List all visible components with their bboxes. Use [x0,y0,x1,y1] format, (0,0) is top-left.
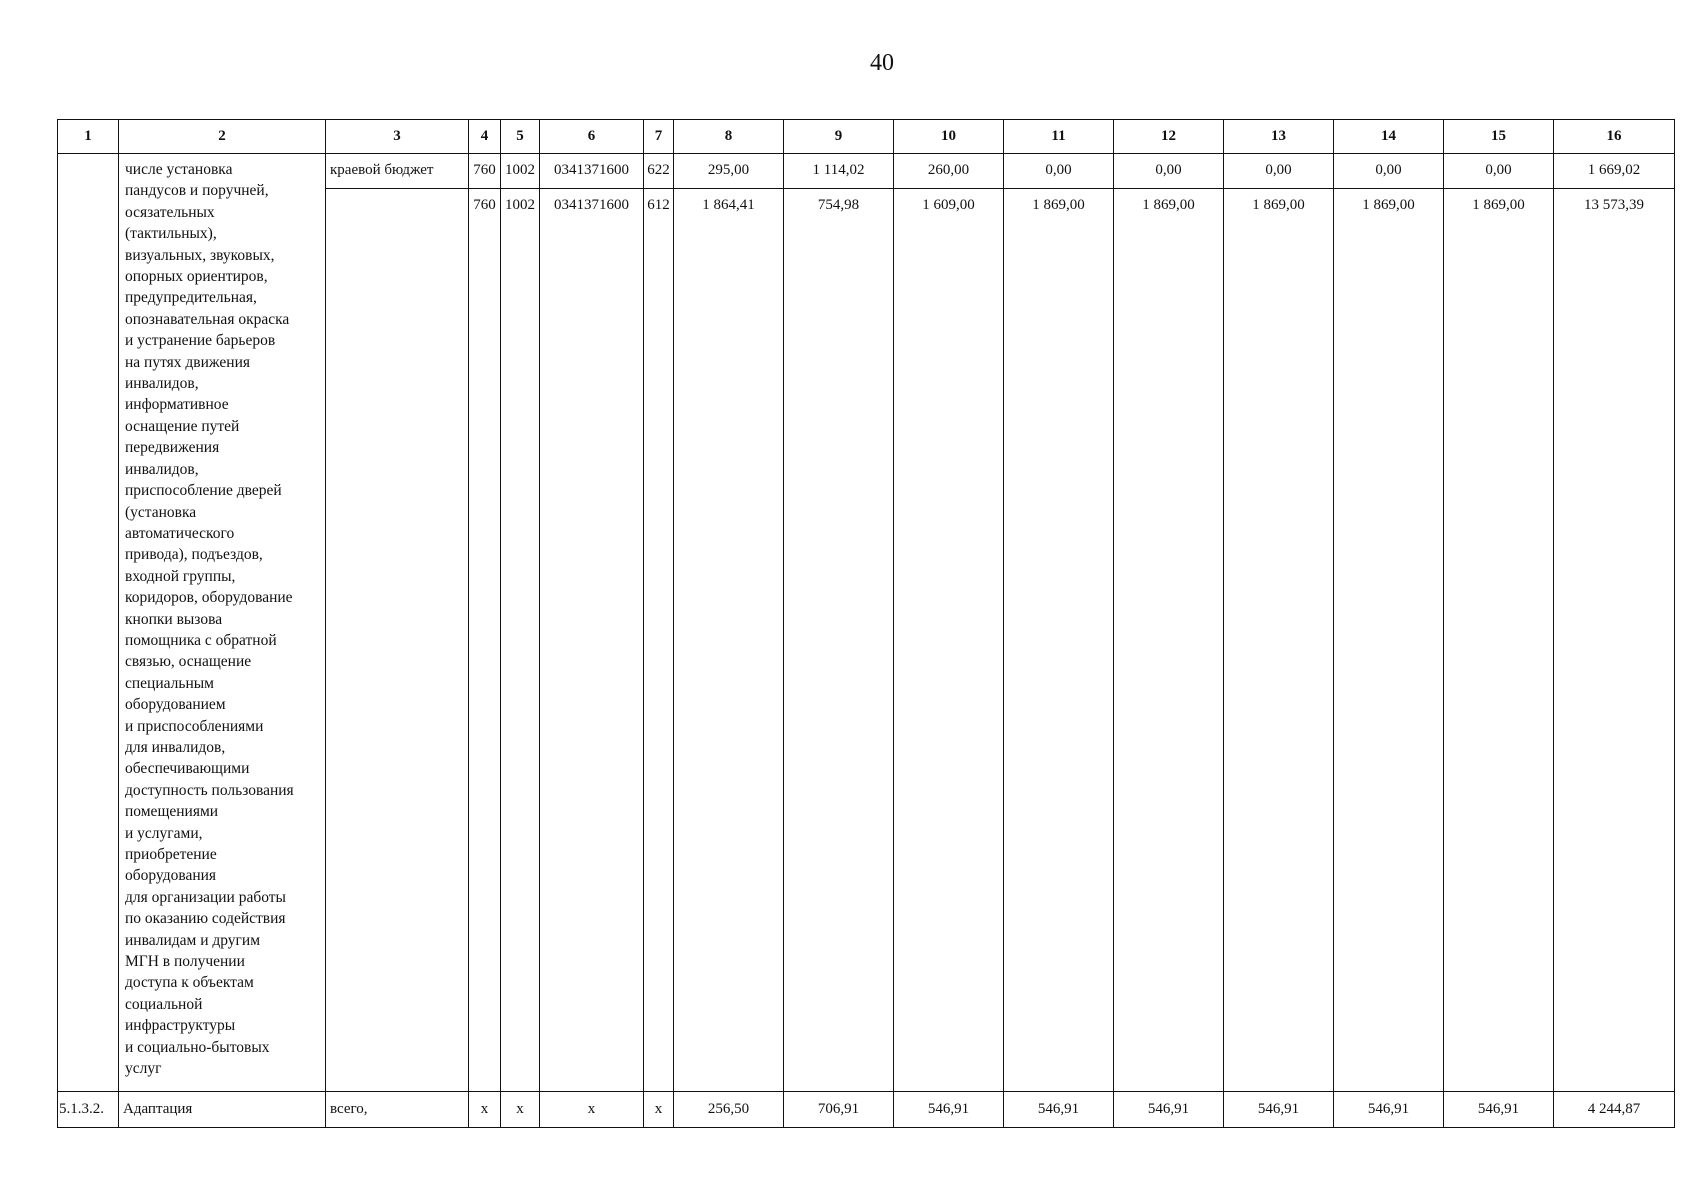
header-cell: 13 [1224,120,1334,154]
page-number: 40 [870,50,894,76]
description-line: обеспечивающими [125,760,250,778]
header-cell: 4 [469,120,501,154]
header-cell: 5 [501,120,540,154]
value-cell: 754,98 [784,189,894,1092]
code-cell: 760 [469,154,501,189]
description-line: и социально-бытовых [125,1038,270,1056]
description-line: опорных ориентиров, [125,268,268,286]
header-cell: 9 [784,120,894,154]
description-line: (тактильных), [125,225,217,243]
description-line: привода), подъездов, [125,546,263,564]
funding-source: краевой бюджет [326,154,469,189]
description-line: коридоров, оборудование [125,589,293,607]
description-line: помощника с обратной [125,631,277,649]
header-cell: 3 [326,120,469,154]
header-cell: 11 [1004,120,1114,154]
row-number-cell: 5.1.3.2. [58,1092,119,1128]
description-line: приспособление дверей [125,482,282,500]
value-cell: 1 869,00 [1444,189,1554,1092]
value-cell: 1 114,02 [784,154,894,189]
description-line: оснащение путей [125,417,240,435]
description-line: услуг [125,1060,162,1078]
code-cell: 0341371600 [540,189,644,1092]
code-cell: х [469,1092,501,1128]
description-line: инвалидов, [125,375,199,393]
code-cell: 622 [644,154,674,189]
header-cell: 2 [119,120,326,154]
description-line: оборудованием [125,696,226,714]
value-cell: 1 869,00 [1004,189,1114,1092]
description-line: автоматического [125,524,235,542]
measure-description: Адаптация [119,1092,326,1128]
total-cell: 1 669,02 [1554,154,1675,189]
description-line: для организации работы [125,888,286,906]
header-cell: 6 [540,120,644,154]
description-line: приобретение [125,846,217,863]
description-line: кнопки вызова [125,610,223,628]
value-cell: 0,00 [1114,154,1224,189]
description-line: опознавательная окраска [125,310,290,328]
value-cell: 256,50 [674,1092,784,1128]
description-line: входной группы, [125,567,236,585]
header-cell: 12 [1114,120,1224,154]
value-cell: 546,91 [1224,1092,1334,1128]
description-line: визуальных, звуковых, [125,246,275,264]
value-cell: 1 869,00 [1114,189,1224,1092]
header-cell: 15 [1444,120,1554,154]
description-line: связью, оснащение [125,653,252,671]
value-cell: 0,00 [1444,154,1554,189]
description-line: инфраструктуры [125,1017,236,1035]
code-cell: х [501,1092,540,1128]
table-row [58,154,1675,189]
value-cell: 0,00 [1004,154,1114,189]
description-line: (установка [125,503,197,521]
value-cell: 260,00 [894,154,1004,189]
description-line: для инвалидов, [125,738,226,756]
description-line: оборудования [125,867,217,885]
code-cell: 1002 [501,189,540,1092]
value-cell: 0,00 [1334,154,1444,189]
value-cell: 706,91 [784,1092,894,1128]
row-number-cell [58,154,119,1092]
description-line: числе установка [125,161,233,178]
table-row [58,1092,1675,1128]
value-cell: 0,00 [1224,154,1334,189]
description-line: и приспособлениями [125,717,264,735]
header-cell: 16 [1554,120,1675,154]
description-line: информативное [125,396,229,414]
code-cell: 0341371600 [540,154,644,189]
value-cell: 1 869,00 [1224,189,1334,1092]
funding-source: всего, [326,1092,469,1128]
header-cell: 10 [894,120,1004,154]
value-cell: 546,91 [1004,1092,1114,1128]
value-cell: 295,00 [674,154,784,189]
description-line: осязательных [125,203,215,221]
description-line: доступность пользования [125,781,294,799]
value-cell: 546,91 [1334,1092,1444,1128]
description-line: доступа к объектам [125,974,254,992]
header-cell: 8 [674,120,784,154]
description-line: на путях движения [125,353,251,371]
value-cell: 546,91 [1444,1092,1554,1128]
header-cell: 7 [644,120,674,154]
value-cell: 546,91 [1114,1092,1224,1128]
funding-source-empty [326,189,469,1092]
header-cell: 14 [1334,120,1444,154]
budget-table [57,119,1675,1128]
description-line: предупредительная, [125,289,257,307]
header-cell: 1 [58,120,119,154]
code-cell: 1002 [501,154,540,189]
description-line: социальной [125,995,203,1013]
value-cell: 1 869,00 [1334,189,1444,1092]
description-line: инвалидов, [125,460,199,478]
code-cell: х [540,1092,644,1128]
measure-description [119,154,326,1092]
description-line: по оказанию содействия [125,910,286,928]
code-cell: 612 [644,189,674,1092]
description-line: МГН в получении [125,953,245,971]
description-line: инвалидам и другим [125,931,261,949]
total-cell: 13 573,39 [1554,189,1675,1092]
description-line: и услугами, [125,824,203,842]
description-line: и устранение барьеров [125,332,276,350]
value-cell: 546,91 [894,1092,1004,1128]
value-cell: 1 609,00 [894,189,1004,1092]
header-row [58,120,1675,154]
description-line: специальным [125,674,214,692]
description-line: передвижения [125,439,220,457]
code-cell: х [644,1092,674,1128]
description-line: помещениями [125,803,219,821]
value-cell: 1 864,41 [674,189,784,1092]
description-text [125,159,323,1079]
total-cell: 4 244,87 [1554,1092,1675,1128]
code-cell: 760 [469,189,501,1092]
description-line: пандусов и поручней, [125,182,269,200]
